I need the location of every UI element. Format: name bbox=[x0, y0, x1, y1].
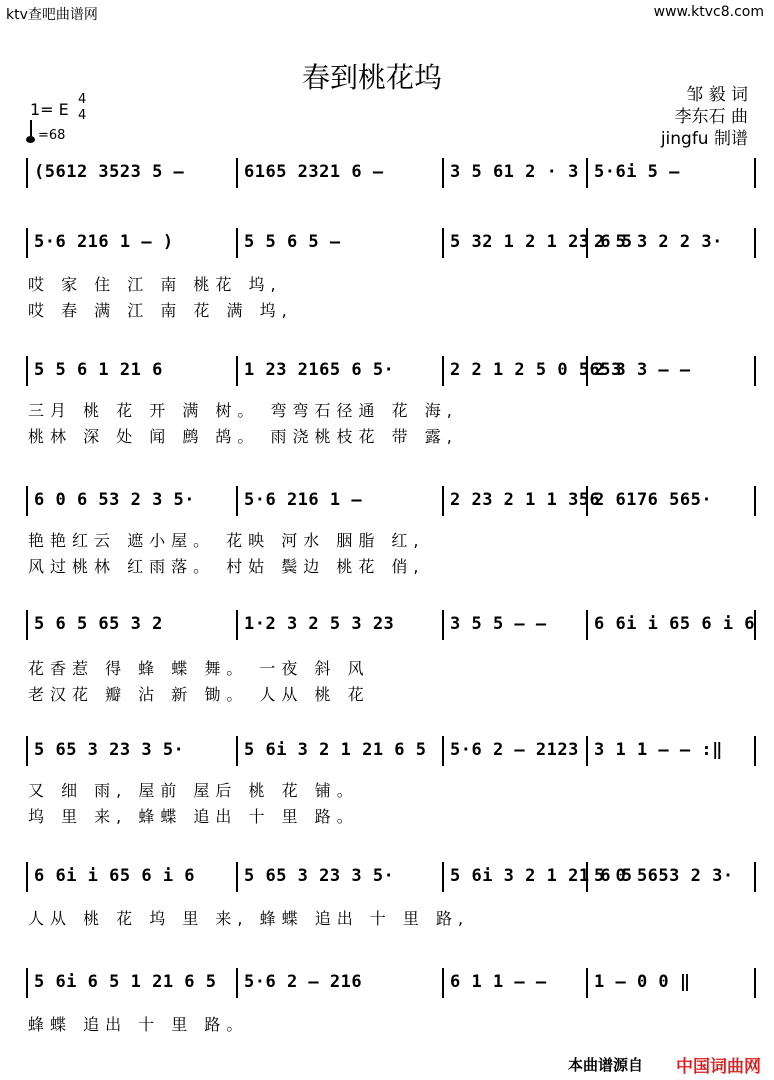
barline bbox=[442, 610, 444, 640]
barline bbox=[236, 158, 238, 188]
staff-line bbox=[26, 356, 756, 396]
barline bbox=[236, 736, 238, 766]
watermark-right: www.ktvc8.com bbox=[653, 4, 764, 20]
barline bbox=[754, 736, 756, 766]
lyric-verse-2: 老汉花 瓣 沾 新 锄。 人从 桃 花 bbox=[28, 685, 370, 704]
measure-notes: 5·6 2 – 216 bbox=[244, 972, 363, 992]
barline bbox=[236, 356, 238, 386]
barline bbox=[442, 968, 444, 998]
lyric-verse-1: 艳艳红云 遮小屋。 花映 河水 胭脂 红, bbox=[28, 531, 425, 550]
song-title: 春到桃花坞 bbox=[302, 61, 443, 94]
barline bbox=[442, 862, 444, 892]
measure-notes: 2 5 3 2 2 3· bbox=[594, 232, 723, 252]
time-signature-top: 4 bbox=[78, 92, 87, 107]
barline bbox=[442, 356, 444, 386]
barline bbox=[754, 158, 756, 188]
quarter-note-icon bbox=[26, 136, 35, 143]
measure-notes: 2 3 3 – – bbox=[594, 360, 691, 380]
measure-notes: 1 – 0 0 ‖ bbox=[594, 972, 691, 992]
barline bbox=[586, 736, 588, 766]
measure-notes: 5 6i 3 2 1 21 6 5 bbox=[244, 740, 427, 760]
staff-line bbox=[26, 228, 756, 268]
measure-notes: 5 0 5653 2 3· bbox=[594, 866, 734, 886]
measure-notes: 3 5 5 – – bbox=[450, 614, 547, 634]
lyric-verse-1: 三月 桃 花 开 满 树。 弯弯石径通 花 海, bbox=[28, 401, 458, 420]
staff-line bbox=[26, 486, 756, 526]
measure-notes: 6 6i i 65 6 i 6 bbox=[594, 614, 756, 634]
watermark-left: ktv查吧曲谱网 bbox=[6, 7, 98, 23]
measure-notes: 5 6i 3 2 1 21 6 5 bbox=[450, 866, 633, 886]
measure-notes: 1 23 2165 6 5· bbox=[244, 360, 395, 380]
barline bbox=[442, 486, 444, 516]
measure-notes: 5 5 6 5 – bbox=[244, 232, 341, 252]
measure-notes: 5 5 6 1 21 6 bbox=[34, 360, 163, 380]
barline bbox=[26, 356, 28, 386]
barline bbox=[586, 610, 588, 640]
lyric-verse-1: 花香惹 得 蜂 蝶 舞。 一夜 斜 风 bbox=[28, 659, 370, 678]
measure-notes: 5·6i 5 – bbox=[594, 162, 680, 182]
measure-notes: 6 1 1 – – bbox=[450, 972, 547, 992]
lyric-verse-2: 坞 里 来, 蜂蝶 追出 十 里 路。 bbox=[28, 807, 359, 826]
measure-notes: 5 6 5 65 3 2 bbox=[34, 614, 163, 634]
barline bbox=[26, 736, 28, 766]
lyric-verse-1: 哎 家 住 江 南 桃花 坞, bbox=[28, 275, 282, 294]
measure-notes: 3 5 61 2 · 3 bbox=[450, 162, 579, 182]
barline bbox=[586, 968, 588, 998]
barline bbox=[26, 968, 28, 998]
barline bbox=[26, 158, 28, 188]
measure-notes: 5·6 2 – 2123 bbox=[450, 740, 579, 760]
measure-notes: 6165 2321 6 – bbox=[244, 162, 384, 182]
key-signature: 1= E bbox=[30, 100, 69, 119]
staff-line bbox=[26, 158, 756, 198]
measure-notes: 3 1 1 – – :‖ bbox=[594, 740, 723, 760]
tempo-marking: =68 bbox=[38, 128, 66, 143]
footer-site: 中国词曲网 bbox=[676, 1057, 761, 1077]
barline bbox=[26, 228, 28, 258]
lyric-verse-1: 蜂蝶 追出 十 里 路。 bbox=[28, 1015, 249, 1034]
measure-notes: 6 6i i 65 6 i 6 bbox=[34, 866, 196, 886]
barline bbox=[754, 862, 756, 892]
barline bbox=[26, 862, 28, 892]
barline bbox=[236, 968, 238, 998]
barline bbox=[236, 228, 238, 258]
barline bbox=[586, 158, 588, 188]
staff-line bbox=[26, 736, 756, 776]
barline bbox=[236, 610, 238, 640]
barline bbox=[236, 486, 238, 516]
barline bbox=[26, 486, 28, 516]
time-signature-bottom: 4 bbox=[78, 108, 87, 123]
footer-label: 本曲谱源自 bbox=[568, 1056, 644, 1074]
lyric-verse-2: 哎 春 满 江 南 花 满 坞, bbox=[28, 301, 293, 320]
measure-notes: 2 6176 565· bbox=[594, 490, 713, 510]
measure-notes: 5 32 1 2 1 23 6 5 bbox=[450, 232, 633, 252]
measure-notes: 5 65 3 23 3 5· bbox=[244, 866, 395, 886]
barline bbox=[236, 862, 238, 892]
lyricist-credit: 邹 毅 词 bbox=[686, 85, 748, 105]
measure-notes: 2 2 1 2 5 0 5653 bbox=[450, 360, 622, 380]
measure-notes: 5·6 216 1 – bbox=[244, 490, 363, 510]
lyric-verse-2: 桃林 深 处 闻 鹧 鸪。 雨浇桃枝花 带 露, bbox=[28, 427, 458, 446]
measure-notes: 6 0 6 53 2 3 5· bbox=[34, 490, 196, 510]
barline bbox=[754, 486, 756, 516]
measure-notes: 5 6i 6 5 1 21 6 5 bbox=[34, 972, 217, 992]
lyric-verse-1: 又 细 雨, 屋前 屋后 桃 花 铺。 bbox=[28, 781, 359, 800]
staff-line bbox=[26, 610, 756, 650]
staff-line bbox=[26, 862, 756, 902]
composer-credit: 李东石 曲 bbox=[674, 107, 748, 127]
barline bbox=[26, 610, 28, 640]
barline bbox=[442, 228, 444, 258]
lyric-verse-1: 人从 桃 花 坞 里 来, 蜂蝶 追出 十 里 路, bbox=[28, 909, 470, 928]
measure-notes: 5 65 3 23 3 5· bbox=[34, 740, 185, 760]
barline bbox=[442, 158, 444, 188]
barline bbox=[442, 736, 444, 766]
staff-line bbox=[26, 968, 756, 1008]
measure-notes: 2 23 2 1 1 356 bbox=[450, 490, 601, 510]
barline bbox=[754, 228, 756, 258]
measure-notes: (5612 3523 5 – bbox=[34, 162, 185, 182]
engraver-credit: jingfu 制谱 bbox=[660, 129, 748, 149]
measure-notes: 5·6 216 1 – ) bbox=[34, 232, 174, 252]
barline bbox=[754, 968, 756, 998]
measure-notes: 1·2 3 2 5 3 23 bbox=[244, 614, 395, 634]
barline bbox=[754, 356, 756, 386]
lyric-verse-2: 风过桃林 红雨落。 村姑 鬓边 桃花 俏, bbox=[28, 557, 425, 576]
